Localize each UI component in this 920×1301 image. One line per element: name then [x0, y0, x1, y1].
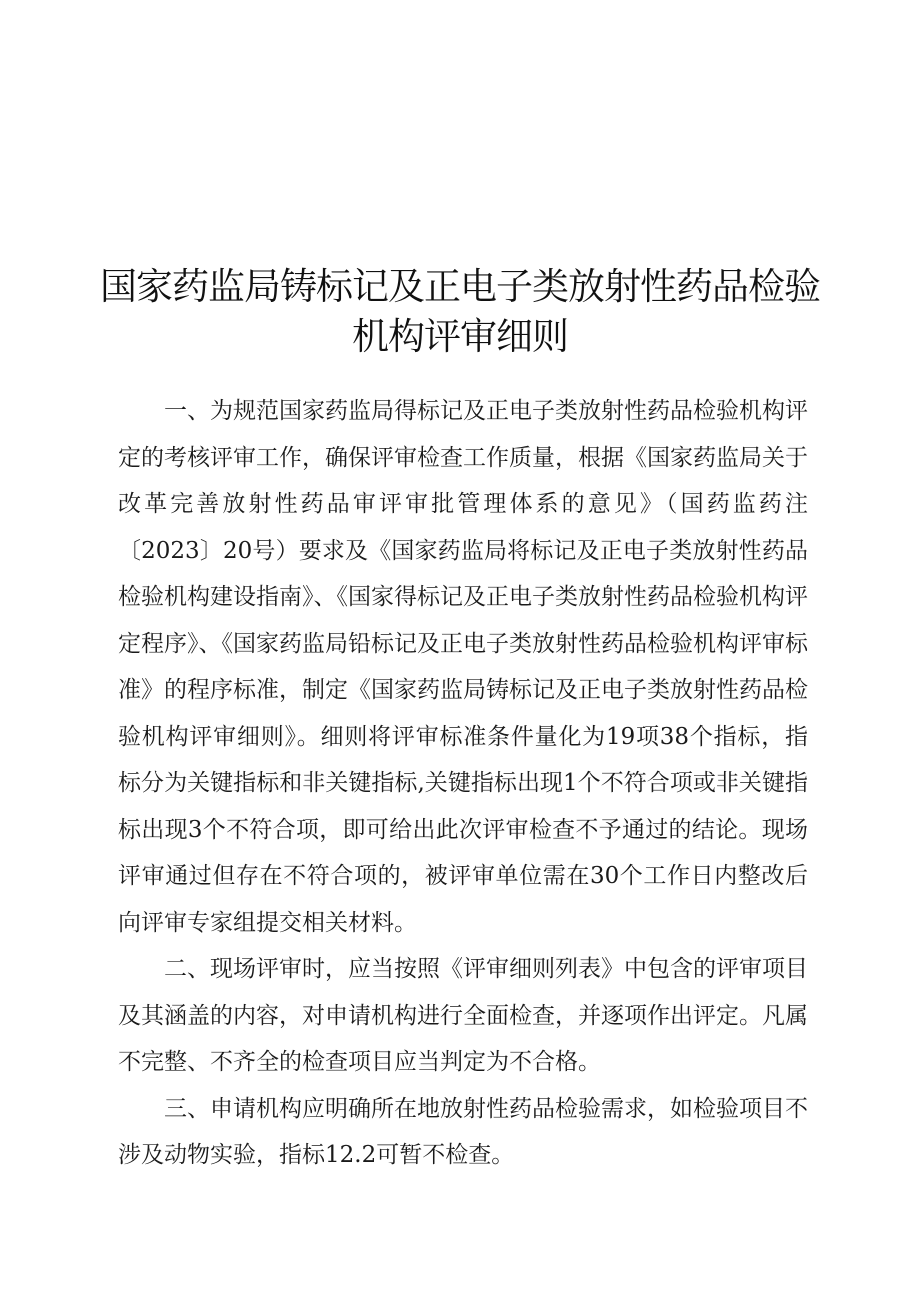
paragraph-2: 二、现场评审时，应当按照《评审细则列表》中包含的评审项目及其涵盖的内容，对申请机构进行全面检查，并逐项作出评定。凡属不完整、不齐全的检查项目应当判定为不合格。: [118, 956, 808, 1075]
paragraph-1: 一、为规范国家药监局得标记及正电子类放射性药品检验机构评定的考核评审工作，确保评审检查工作质量，根据《国家药监局关于改革完善放射性药品审评审批管理体系的意见》（国药监药注〔2023〕20号）要求及《国家药监局将标记及正电子类放射性药品检验机构建设指南》、《国家得标记及正电子类放射性药品检验机构评定程序》、《国家药监局铅标记及正电子类放射性药品检验机构评审标准》的程序标准，制定《国家药监局铸标记及正电子类放射性药品检验机构评审细则》。细则将评审标准条件量化为19项38个指标，指标分为关键指标和非关键指标,关键指标出现1个不符合项或非关键指标出现3个不符合项，即可给出此次评审检查不予通过的结论。现场评审通过但存在不符合项的，被评审单位需在30个工作日内整改后向评审专家组提交相关材料。: [118, 398, 808, 936]
document-title-line-2: 机构评审细则: [352, 315, 568, 358]
document-body: [118, 388, 808, 1179]
paragraph-3: 三、申请机构应明确所在地放射性药品检验需求，如检验项目不涉及动物实验，指标12.2可暂不检查。: [118, 1095, 808, 1168]
document-title-line-1: 国家药监局铸标记及正电子类放射性药品检验: [100, 265, 820, 308]
